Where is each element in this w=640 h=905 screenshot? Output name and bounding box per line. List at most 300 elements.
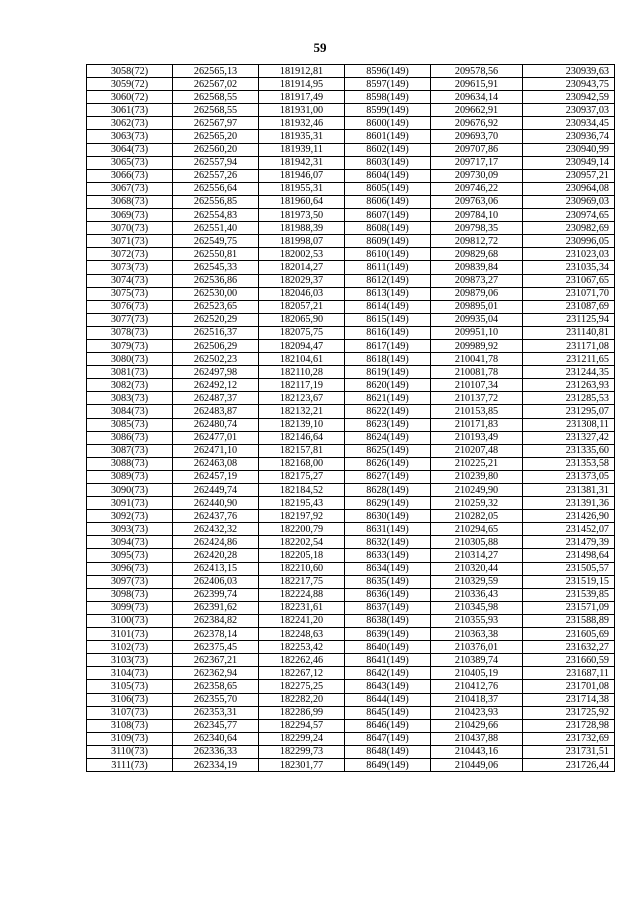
- cell-y-left: 181973,50: [259, 209, 345, 222]
- cell-y-right: 231605,69: [523, 628, 615, 641]
- cell-point-id-right: 8643(149): [345, 680, 431, 693]
- cell-point-id-right: 8616(149): [345, 326, 431, 339]
- cell-point-id-right: 8647(149): [345, 732, 431, 745]
- table-row: [87, 732, 615, 745]
- cell-x-left: 262556,85: [173, 195, 259, 208]
- cell-x-right: 210423,93: [431, 706, 523, 719]
- cell-y-right: 231728,98: [523, 719, 615, 732]
- cell-point-id-right: 8633(149): [345, 549, 431, 562]
- cell-point-id-right: 8621(149): [345, 392, 431, 405]
- cell-y-right: 231726,44: [523, 758, 615, 771]
- cell-x-right: 210449,06: [431, 758, 523, 771]
- cell-point-id-left: 3077(73): [87, 313, 173, 326]
- cell-point-id-right: 8637(149): [345, 601, 431, 614]
- cell-point-id-left: 3066(73): [87, 169, 173, 182]
- cell-y-right: 230957,21: [523, 169, 615, 182]
- cell-y-right: 231588,89: [523, 614, 615, 627]
- cell-x-right: 209763,06: [431, 195, 523, 208]
- cell-y-left: 182175,27: [259, 470, 345, 483]
- cell-point-id-right: 8604(149): [345, 169, 431, 182]
- cell-x-left: 262568,55: [173, 91, 259, 104]
- cell-point-id-left: 3088(73): [87, 457, 173, 470]
- table-row: [87, 274, 615, 287]
- cell-point-id-right: 8632(149): [345, 536, 431, 549]
- cell-y-right: 230939,63: [523, 65, 615, 78]
- cell-x-left: 262565,13: [173, 65, 259, 78]
- cell-x-right: 209717,17: [431, 156, 523, 169]
- cell-y-left: 182094,47: [259, 339, 345, 352]
- cell-x-right: 210041,78: [431, 353, 523, 366]
- cell-point-id-left: 3096(73): [87, 562, 173, 575]
- cell-x-right: 210336,43: [431, 588, 523, 601]
- cell-y-left: 182104,61: [259, 353, 345, 366]
- cell-x-left: 262554,83: [173, 209, 259, 222]
- table-row: [87, 693, 615, 706]
- cell-y-left: 182014,27: [259, 261, 345, 274]
- cell-y-left: 182065,90: [259, 313, 345, 326]
- cell-point-id-left: 3064(73): [87, 143, 173, 156]
- cell-y-right: 231498,64: [523, 549, 615, 562]
- cell-y-right: 231519,15: [523, 575, 615, 588]
- cell-x-right: 209615,91: [431, 78, 523, 91]
- table-row: [87, 143, 615, 156]
- cell-point-id-left: 3097(73): [87, 575, 173, 588]
- cell-y-left: 181912,81: [259, 65, 345, 78]
- cell-point-id-right: 8612(149): [345, 274, 431, 287]
- cell-point-id-left: 3082(73): [87, 379, 173, 392]
- table-row: [87, 78, 615, 91]
- cell-x-right: 209707,86: [431, 143, 523, 156]
- cell-x-left: 262437,76: [173, 510, 259, 523]
- cell-point-id-right: 8614(149): [345, 300, 431, 313]
- table-row: [87, 457, 615, 470]
- cell-point-id-right: 8639(149): [345, 628, 431, 641]
- cell-point-id-right: 8629(149): [345, 497, 431, 510]
- cell-point-id-right: 8610(149): [345, 248, 431, 261]
- cell-point-id-left: 3080(73): [87, 353, 173, 366]
- cell-point-id-left: 3085(73): [87, 418, 173, 431]
- cell-point-id-left: 3060(72): [87, 91, 173, 104]
- cell-x-right: 209578,56: [431, 65, 523, 78]
- table-row: [87, 195, 615, 208]
- cell-point-id-right: 8626(149): [345, 457, 431, 470]
- cell-y-left: 181935,31: [259, 130, 345, 143]
- cell-point-id-left: 3107(73): [87, 706, 173, 719]
- cell-y-right: 230943,75: [523, 78, 615, 91]
- cell-x-right: 209746,22: [431, 182, 523, 195]
- cell-y-right: 230982,69: [523, 222, 615, 235]
- table-row: [87, 745, 615, 758]
- table-row: [87, 758, 615, 771]
- cell-x-left: 262497,98: [173, 366, 259, 379]
- table-row: [87, 680, 615, 693]
- cell-x-left: 262471,10: [173, 444, 259, 457]
- cell-point-id-right: 8642(149): [345, 667, 431, 680]
- cell-x-right: 210345,98: [431, 601, 523, 614]
- cell-x-right: 210249,90: [431, 484, 523, 497]
- cell-y-left: 182139,10: [259, 418, 345, 431]
- table-row: [87, 667, 615, 680]
- cell-y-left: 182117,19: [259, 379, 345, 392]
- cell-y-left: 181988,39: [259, 222, 345, 235]
- cell-y-left: 182110,28: [259, 366, 345, 379]
- cell-x-right: 210443,16: [431, 745, 523, 758]
- cell-y-left: 182168,00: [259, 457, 345, 470]
- cell-point-id-left: 3068(73): [87, 195, 173, 208]
- cell-point-id-left: 3095(73): [87, 549, 173, 562]
- cell-y-right: 230969,03: [523, 195, 615, 208]
- cell-x-left: 262550,81: [173, 248, 259, 261]
- cell-x-right: 209812,72: [431, 235, 523, 248]
- cell-x-left: 262523,65: [173, 300, 259, 313]
- cell-point-id-right: 8613(149): [345, 287, 431, 300]
- cell-y-right: 231660,59: [523, 654, 615, 667]
- cell-x-left: 262560,20: [173, 143, 259, 156]
- table-row: [87, 222, 615, 235]
- cell-point-id-right: 8638(149): [345, 614, 431, 627]
- cell-y-right: 231335,60: [523, 444, 615, 457]
- cell-x-right: 210363,38: [431, 628, 523, 641]
- cell-x-right: 209662,91: [431, 104, 523, 117]
- cell-point-id-right: 8640(149): [345, 641, 431, 654]
- cell-point-id-right: 8635(149): [345, 575, 431, 588]
- cell-y-right: 231263,93: [523, 379, 615, 392]
- cell-point-id-left: 3090(73): [87, 484, 173, 497]
- cell-y-left: 182224,88: [259, 588, 345, 601]
- cell-point-id-left: 3110(73): [87, 745, 173, 758]
- cell-y-left: 182197,92: [259, 510, 345, 523]
- cell-x-left: 262340,64: [173, 732, 259, 745]
- cell-y-left: 182029,37: [259, 274, 345, 287]
- cell-x-right: 210314,27: [431, 549, 523, 562]
- table-row: [87, 313, 615, 326]
- cell-point-id-right: 8641(149): [345, 654, 431, 667]
- cell-y-right: 231035,34: [523, 261, 615, 274]
- cell-x-right: 209829,68: [431, 248, 523, 261]
- cell-y-right: 231725,92: [523, 706, 615, 719]
- table-row: [87, 431, 615, 444]
- cell-y-right: 231731,51: [523, 745, 615, 758]
- cell-x-right: 209798,35: [431, 222, 523, 235]
- cell-point-id-left: 3089(73): [87, 470, 173, 483]
- table-row: [87, 719, 615, 732]
- cell-y-right: 231244,35: [523, 366, 615, 379]
- cell-point-id-left: 3094(73): [87, 536, 173, 549]
- cell-x-left: 262487,37: [173, 392, 259, 405]
- cell-point-id-right: 8627(149): [345, 470, 431, 483]
- cell-y-left: 182286,99: [259, 706, 345, 719]
- cell-x-left: 262440,90: [173, 497, 259, 510]
- cell-x-left: 262353,31: [173, 706, 259, 719]
- cell-point-id-left: 3079(73): [87, 339, 173, 352]
- table-row: [87, 235, 615, 248]
- cell-y-right: 231505,57: [523, 562, 615, 575]
- cell-x-right: 210405,19: [431, 667, 523, 680]
- cell-point-id-left: 3073(73): [87, 261, 173, 274]
- cell-x-left: 262375,45: [173, 641, 259, 654]
- table-row: [87, 326, 615, 339]
- cell-y-left: 182157,81: [259, 444, 345, 457]
- table-row: [87, 366, 615, 379]
- cell-point-id-left: 3065(73): [87, 156, 173, 169]
- cell-y-left: 181998,07: [259, 235, 345, 248]
- cell-x-left: 262545,33: [173, 261, 259, 274]
- cell-y-right: 231571,09: [523, 601, 615, 614]
- cell-x-left: 262378,14: [173, 628, 259, 641]
- cell-y-right: 231714,38: [523, 693, 615, 706]
- table-row: [87, 261, 615, 274]
- cell-y-left: 182267,12: [259, 667, 345, 680]
- cell-y-right: 230949,14: [523, 156, 615, 169]
- cell-y-left: 182210,60: [259, 562, 345, 575]
- cell-point-id-left: 3071(73): [87, 235, 173, 248]
- cell-y-right: 231211,65: [523, 353, 615, 366]
- cell-y-left: 181914,95: [259, 78, 345, 91]
- cell-point-id-left: 3111(73): [87, 758, 173, 771]
- cell-x-left: 262520,29: [173, 313, 259, 326]
- cell-point-id-left: 3109(73): [87, 732, 173, 745]
- cell-point-id-right: 8631(149): [345, 523, 431, 536]
- cell-y-right: 231308,11: [523, 418, 615, 431]
- table-row: [87, 392, 615, 405]
- cell-x-left: 262367,21: [173, 654, 259, 667]
- cell-y-right: 231071,70: [523, 287, 615, 300]
- table-row: [87, 549, 615, 562]
- cell-x-right: 210429,66: [431, 719, 523, 732]
- cell-x-right: 210282,05: [431, 510, 523, 523]
- cell-point-id-right: 8601(149): [345, 130, 431, 143]
- table-row: [87, 470, 615, 483]
- cell-point-id-left: 3067(73): [87, 182, 173, 195]
- cell-x-left: 262391,62: [173, 601, 259, 614]
- cell-point-id-right: 8622(149): [345, 405, 431, 418]
- table-row: [87, 614, 615, 627]
- cell-y-left: 182253,42: [259, 641, 345, 654]
- cell-point-id-left: 3087(73): [87, 444, 173, 457]
- cell-x-right: 210193,49: [431, 431, 523, 444]
- cell-point-id-left: 3058(72): [87, 65, 173, 78]
- cell-point-id-left: 3059(72): [87, 78, 173, 91]
- cell-x-right: 209879,06: [431, 287, 523, 300]
- cell-x-left: 262384,82: [173, 614, 259, 627]
- cell-point-id-right: 8608(149): [345, 222, 431, 235]
- cell-x-left: 262530,00: [173, 287, 259, 300]
- cell-x-left: 262424,86: [173, 536, 259, 549]
- cell-x-left: 262565,20: [173, 130, 259, 143]
- cell-y-left: 181932,46: [259, 117, 345, 130]
- cell-y-right: 231479,39: [523, 536, 615, 549]
- cell-x-left: 262506,29: [173, 339, 259, 352]
- table-row: [87, 182, 615, 195]
- cell-x-right: 210376,01: [431, 641, 523, 654]
- table-row: [87, 418, 615, 431]
- cell-point-id-right: 8618(149): [345, 353, 431, 366]
- cell-y-left: 181946,07: [259, 169, 345, 182]
- cell-x-left: 262399,74: [173, 588, 259, 601]
- cell-point-id-right: 8624(149): [345, 431, 431, 444]
- cell-x-left: 262477,01: [173, 431, 259, 444]
- cell-point-id-right: 8596(149): [345, 65, 431, 78]
- cell-y-left: 182299,73: [259, 745, 345, 758]
- cell-point-id-left: 3063(73): [87, 130, 173, 143]
- cell-x-left: 262362,94: [173, 667, 259, 680]
- cell-x-right: 210153,85: [431, 405, 523, 418]
- cell-x-left: 262568,55: [173, 104, 259, 117]
- cell-x-right: 210107,34: [431, 379, 523, 392]
- cell-x-left: 262567,97: [173, 117, 259, 130]
- table-row: [87, 91, 615, 104]
- cell-point-id-right: 8602(149): [345, 143, 431, 156]
- cell-point-id-left: 3075(73): [87, 287, 173, 300]
- cell-x-right: 210239,80: [431, 470, 523, 483]
- cell-x-left: 262492,12: [173, 379, 259, 392]
- coordinates-table: [86, 64, 615, 772]
- cell-y-right: 231426,90: [523, 510, 615, 523]
- table-row: [87, 588, 615, 601]
- cell-x-right: 210437,88: [431, 732, 523, 745]
- cell-y-left: 181942,31: [259, 156, 345, 169]
- cell-point-id-left: 3062(73): [87, 117, 173, 130]
- cell-point-id-right: 8630(149): [345, 510, 431, 523]
- cell-y-left: 182132,21: [259, 405, 345, 418]
- cell-point-id-left: 3108(73): [87, 719, 173, 732]
- table-row: [87, 405, 615, 418]
- cell-y-left: 182184,52: [259, 484, 345, 497]
- cell-x-right: 210389,74: [431, 654, 523, 667]
- table-row: [87, 65, 615, 78]
- cell-point-id-right: 8600(149): [345, 117, 431, 130]
- cell-point-id-right: 8611(149): [345, 261, 431, 274]
- cell-y-left: 182123,67: [259, 392, 345, 405]
- cell-y-left: 181960,64: [259, 195, 345, 208]
- cell-x-right: 209730,09: [431, 169, 523, 182]
- cell-point-id-right: 8623(149): [345, 418, 431, 431]
- cell-point-id-right: 8605(149): [345, 182, 431, 195]
- cell-y-left: 182146,64: [259, 431, 345, 444]
- cell-y-right: 230996,05: [523, 235, 615, 248]
- cell-y-right: 230942,59: [523, 91, 615, 104]
- cell-x-right: 209951,10: [431, 326, 523, 339]
- table-row: [87, 156, 615, 169]
- cell-point-id-left: 3078(73): [87, 326, 173, 339]
- cell-x-left: 262536,86: [173, 274, 259, 287]
- cell-y-right: 231087,69: [523, 300, 615, 313]
- cell-x-left: 262358,65: [173, 680, 259, 693]
- cell-point-id-left: 3083(73): [87, 392, 173, 405]
- cell-y-left: 182200,79: [259, 523, 345, 536]
- table-row: [87, 339, 615, 352]
- cell-point-id-left: 3098(73): [87, 588, 173, 601]
- cell-x-left: 262432,32: [173, 523, 259, 536]
- cell-point-id-left: 3076(73): [87, 300, 173, 313]
- cell-point-id-right: 8645(149): [345, 706, 431, 719]
- cell-y-right: 230940,99: [523, 143, 615, 156]
- cell-point-id-right: 8644(149): [345, 693, 431, 706]
- cell-x-right: 210355,93: [431, 614, 523, 627]
- cell-y-left: 182002,53: [259, 248, 345, 261]
- cell-x-right: 209989,92: [431, 339, 523, 352]
- table-row: [87, 654, 615, 667]
- cell-point-id-left: 3069(73): [87, 209, 173, 222]
- cell-y-left: 181931,00: [259, 104, 345, 117]
- cell-x-left: 262457,19: [173, 470, 259, 483]
- table-row: [87, 104, 615, 117]
- cell-point-id-right: 8597(149): [345, 78, 431, 91]
- cell-point-id-left: 3072(73): [87, 248, 173, 261]
- cell-x-right: 209634,14: [431, 91, 523, 104]
- cell-point-id-left: 3081(73): [87, 366, 173, 379]
- cell-point-id-left: 3104(73): [87, 667, 173, 680]
- cell-x-right: 210137,72: [431, 392, 523, 405]
- cell-y-left: 182275,25: [259, 680, 345, 693]
- cell-x-right: 209935,04: [431, 313, 523, 326]
- table-row: [87, 628, 615, 641]
- cell-y-left: 182205,18: [259, 549, 345, 562]
- cell-y-right: 231125,94: [523, 313, 615, 326]
- cell-x-right: 210171,83: [431, 418, 523, 431]
- cell-y-right: 231732,69: [523, 732, 615, 745]
- cell-x-right: 210329,59: [431, 575, 523, 588]
- cell-point-id-right: 8606(149): [345, 195, 431, 208]
- cell-point-id-right: 8615(149): [345, 313, 431, 326]
- cell-point-id-right: 8620(149): [345, 379, 431, 392]
- cell-y-right: 231023,03: [523, 248, 615, 261]
- cell-y-right: 231632,27: [523, 641, 615, 654]
- table-row: [87, 484, 615, 497]
- cell-point-id-left: 3074(73): [87, 274, 173, 287]
- cell-point-id-left: 3070(73): [87, 222, 173, 235]
- cell-point-id-left: 3092(73): [87, 510, 173, 523]
- cell-point-id-left: 3084(73): [87, 405, 173, 418]
- cell-y-left: 182075,75: [259, 326, 345, 339]
- cell-y-left: 182299,24: [259, 732, 345, 745]
- cell-y-right: 231687,11: [523, 667, 615, 680]
- cell-y-left: 182241,20: [259, 614, 345, 627]
- cell-x-right: 209784,10: [431, 209, 523, 222]
- cell-point-id-left: 3105(73): [87, 680, 173, 693]
- table-row: [87, 641, 615, 654]
- cell-y-right: 230974,65: [523, 209, 615, 222]
- table-row: [87, 510, 615, 523]
- cell-point-id-left: 3103(73): [87, 654, 173, 667]
- cell-y-left: 182301,77: [259, 758, 345, 771]
- table-row: [87, 536, 615, 549]
- table-row: [87, 130, 615, 143]
- cell-y-right: 231381,31: [523, 484, 615, 497]
- page-number: 59: [313, 40, 327, 55]
- cell-point-id-right: 8603(149): [345, 156, 431, 169]
- cell-y-left: 181955,31: [259, 182, 345, 195]
- table-row: [87, 575, 615, 588]
- cell-x-right: 209895,01: [431, 300, 523, 313]
- cell-point-id-left: 3101(73): [87, 628, 173, 641]
- cell-y-left: 182046,03: [259, 287, 345, 300]
- cell-x-left: 262557,26: [173, 169, 259, 182]
- table-row: [87, 169, 615, 182]
- table-row: [87, 562, 615, 575]
- cell-x-right: 210207,48: [431, 444, 523, 457]
- cell-point-id-right: 8609(149): [345, 235, 431, 248]
- cell-point-id-right: 8625(149): [345, 444, 431, 457]
- cell-y-right: 231067,65: [523, 274, 615, 287]
- cell-x-left: 262355,70: [173, 693, 259, 706]
- cell-point-id-right: 8649(149): [345, 758, 431, 771]
- cell-x-right: 210294,65: [431, 523, 523, 536]
- cell-x-right: 209873,27: [431, 274, 523, 287]
- cell-y-left: 182195,43: [259, 497, 345, 510]
- cell-y-right: 231391,36: [523, 497, 615, 510]
- cell-x-right: 210305,88: [431, 536, 523, 549]
